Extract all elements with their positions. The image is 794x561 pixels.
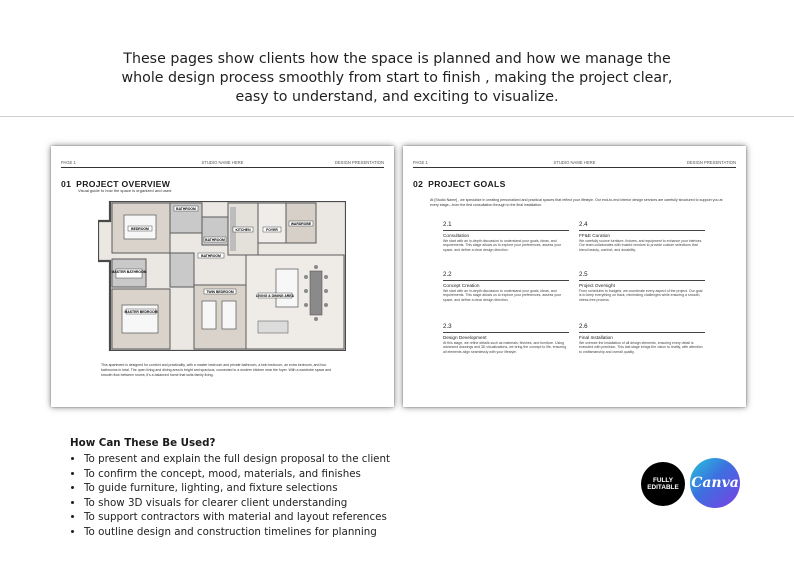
intro-line-3: easy to understand, and exciting to visualize. xyxy=(235,89,559,105)
goal-number: 2.3 xyxy=(443,323,452,330)
page-header xyxy=(413,160,736,168)
goal-divider xyxy=(443,332,569,333)
goal-description: We carefully source furniture, fixtures, and equipment to enhance your interiors. Our team collaborates with trusted vendors to provide custom selections that blend beauty, comfort, and durability. xyxy=(579,238,703,253)
room-label-twin-bedroom xyxy=(204,289,236,294)
goal-number: 2.2 xyxy=(443,271,452,278)
room-label-living-dining xyxy=(256,293,294,298)
floor-plan xyxy=(98,201,346,351)
studio-name: STUDIO NAME HERE xyxy=(553,160,596,165)
goal-number: 2.1 xyxy=(443,221,452,228)
goal-number: 2.5 xyxy=(579,271,588,278)
svg-text:KITCHEN: KITCHEN xyxy=(235,227,251,232)
badge-line-2: EDITABLE xyxy=(647,484,679,491)
list-item: • To present and explain the full design proposal to the client xyxy=(84,452,390,467)
room-label-bathroom-mid xyxy=(198,253,224,258)
svg-text:LIVING & DINING AREA: LIVING & DINING AREA xyxy=(256,293,294,298)
list-item: • To confirm the concept, mood, materials, and finishes xyxy=(84,467,390,482)
goal-description: We start with an in-depth discussion to understand your goals, ideas, and requirements. This stage allows us to explore your preferences, assess your space, and define a clear design direction. xyxy=(443,238,562,253)
list-item: • To show 3D visuals for clearer client understanding xyxy=(84,496,390,511)
intro-line-1: These pages show clients how the space is planned and how we manage the xyxy=(123,51,671,67)
goal-item xyxy=(443,323,569,355)
room-label-master-bedroom xyxy=(125,309,158,314)
goal-title: Final Installation xyxy=(579,334,613,340)
page-header xyxy=(61,160,384,168)
uses-list xyxy=(70,452,390,540)
section-title: PROJECT GOALS xyxy=(428,179,506,189)
list-item: • To outline design and construction timelines for planning xyxy=(84,525,390,540)
goal-divider xyxy=(579,230,705,231)
room-label-bedroom xyxy=(128,226,152,231)
room-label-bathroom xyxy=(174,206,198,211)
document-type: DESIGN PRESENTATION xyxy=(334,160,384,165)
goal-title: Consultation xyxy=(443,232,470,238)
plan-caption: This apartment is designed for comfort and practicality, with a master bedroom and private bathroom, a twin bedroom, an extra bedroom, and four bathrooms in total. The open living and dining area is bright and spacious, connected to a modern kitchen near the foyer. With a wardrobe space and smooth flow between rooms, it's a balanced home that suits family living. xyxy=(101,363,332,378)
goal-item xyxy=(579,221,705,253)
section-title: PROJECT OVERVIEW xyxy=(76,179,171,189)
goal-description: We start with an in-depth discussion to understand your goals, ideas, and requirements. This stage allows us to explore your preferences, assess your space, and define a clear design direction. xyxy=(443,288,562,303)
goal-item xyxy=(443,271,569,303)
goal-item xyxy=(579,271,705,303)
goal-title: Project Oversight xyxy=(579,282,615,288)
svg-text:FOYER: FOYER xyxy=(266,227,278,232)
goal-title: FF&E Curation xyxy=(579,232,610,238)
uses-section xyxy=(70,437,390,540)
page-title xyxy=(413,179,506,189)
canva-wordmark: Canva xyxy=(691,475,739,491)
svg-text:BATHROOM: BATHROOM xyxy=(176,206,196,211)
room-label-bathroom-small xyxy=(204,237,226,242)
horizontal-divider xyxy=(0,116,794,117)
goal-divider xyxy=(579,332,705,333)
intro-text xyxy=(0,50,794,107)
page-number: PAGE 1 xyxy=(413,160,428,165)
fully-editable-badge xyxy=(641,462,685,506)
page-project-goals xyxy=(403,146,746,407)
uses-title: How Can These Be Used? xyxy=(70,437,216,449)
canva-logo xyxy=(690,458,740,508)
document-type: DESIGN PRESENTATION xyxy=(686,160,736,165)
goal-divider xyxy=(443,280,569,281)
svg-text:MASTER BATHROOM: MASTER BATHROOM xyxy=(111,270,147,274)
svg-text:BATHROOM: BATHROOM xyxy=(205,237,225,242)
room-label-kitchen xyxy=(233,227,253,232)
room-label-foyer xyxy=(263,227,281,232)
page-project-overview xyxy=(51,146,394,407)
goals-intro: At [Studio Name] , we specialize in creating personalized and practical spaces that reflect your lifestyle. Our end-to-end interior design services are carefully structured to support you at every stage—from the first consultation through to the final installation. xyxy=(430,198,723,207)
svg-text:WARDROBE: WARDROBE xyxy=(290,221,312,226)
goal-divider xyxy=(579,280,705,281)
svg-text:BEDROOM: BEDROOM xyxy=(131,226,149,231)
room-label-wardrobe xyxy=(289,221,313,226)
intro-line-2: whole design process smoothly from start to finish , making the project clear, xyxy=(121,70,673,86)
goal-description: At this stage, we refine details such as materials, finishes, and furniture. Using advanced drawings and 3D visualizations, we bring the concept to life, ensuring all elements align seamlessly with your lifestyle. xyxy=(443,340,567,355)
goal-divider xyxy=(443,230,569,231)
svg-text:TWIN BEDROOM: TWIN BEDROOM xyxy=(206,289,234,294)
list-item: • To support contractors with material and layout references xyxy=(84,510,390,525)
svg-text:BATHROOM: BATHROOM xyxy=(201,253,221,258)
goal-description: From schedules to budgets, we coordinate every aspect of the project. Our goal is to keep everything on track, minimizing challenges while ensuring a smooth, stress-free process. xyxy=(579,288,703,303)
goal-item xyxy=(443,221,569,253)
goal-title: Concept Creation xyxy=(443,282,480,288)
goal-title: Design Development xyxy=(443,334,487,340)
goal-number: 2.6 xyxy=(579,323,588,330)
goal-description: We oversee the installation of all design elements, ensuring every detail is executed with precision. This last stage brings the vision to reality, with attention to craftsmanship and overall quality. xyxy=(579,340,703,355)
room-label-master-bathroom xyxy=(112,269,147,278)
section-number: 01 xyxy=(61,179,72,189)
goal-number: 2.4 xyxy=(579,221,588,228)
badge-line-1: FULLY xyxy=(652,477,673,484)
studio-name: STUDIO NAME HERE xyxy=(201,160,244,165)
page-subtitle: Visual guide to how the space is organized and used xyxy=(78,188,172,193)
list-item: • To guide furniture, lighting, and fixture selections xyxy=(84,481,390,496)
section-number: 02 xyxy=(413,179,424,189)
page-number: PAGE 1 xyxy=(61,160,76,165)
svg-text:MASTER BEDROOM: MASTER BEDROOM xyxy=(124,309,158,314)
goal-item xyxy=(579,323,705,355)
